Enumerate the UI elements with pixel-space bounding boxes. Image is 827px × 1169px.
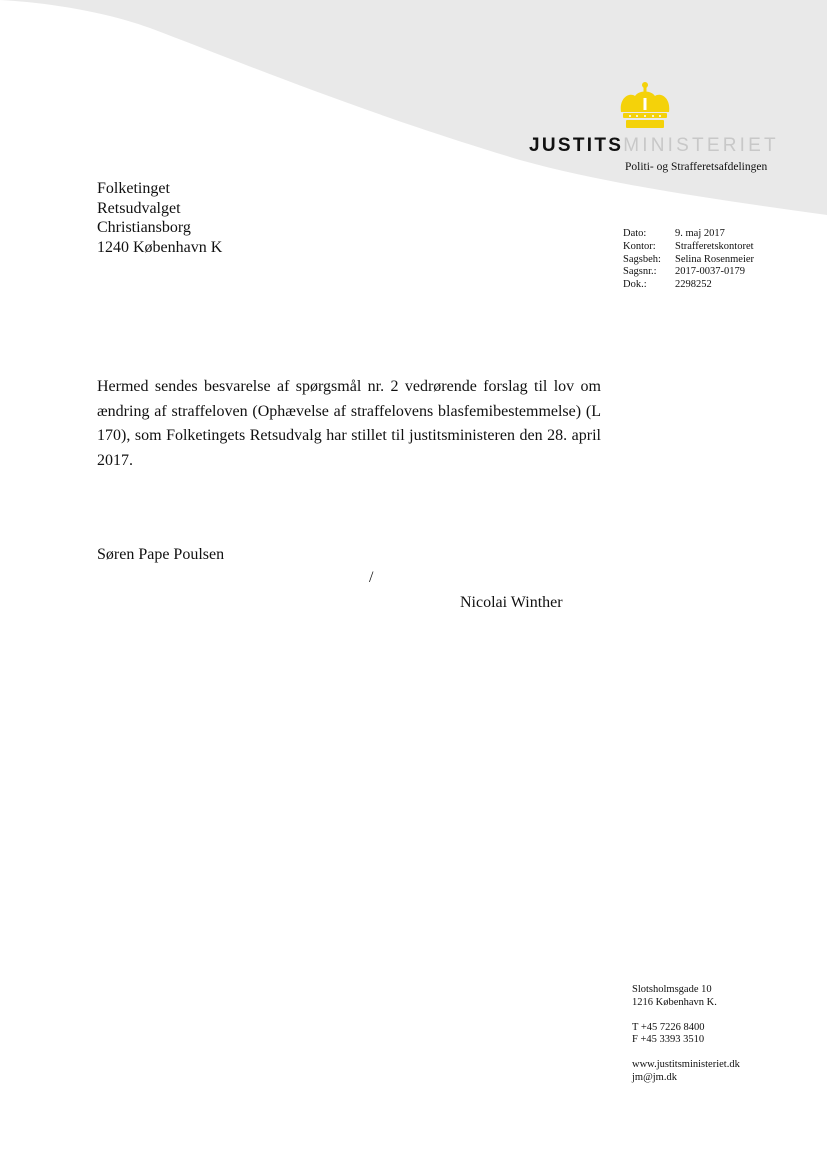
meta-label: Dok.: [623, 279, 647, 291]
meta-label: Kontor: [623, 240, 656, 252]
crown-icon [617, 82, 673, 130]
case-metadata [623, 228, 754, 292]
meta-label: Sagsbeh: [623, 253, 661, 265]
meta-label: Sagsnr.: [623, 266, 657, 278]
footer-phone: T +45 7226 8400 [632, 1021, 705, 1033]
meta-row-document [623, 279, 754, 292]
recipient-line: Retsudvalget [97, 199, 181, 217]
meta-label: Dato: [623, 228, 647, 239]
recipient-address [97, 179, 222, 257]
signature-separator: / [369, 569, 374, 586]
footer-address-city: 1216 København K. [632, 996, 717, 1008]
meta-value: 2298252 [675, 279, 712, 291]
signature-minister: Søren Pape Poulsen [97, 546, 225, 563]
footer-website-link[interactable]: www.justitsministeriet.dk [632, 1059, 740, 1071]
ministry-logo [529, 134, 779, 158]
meta-row-office [623, 241, 754, 254]
recipient-line: Folketinget [97, 180, 170, 197]
meta-value: Strafferetskontoret [675, 240, 754, 252]
meta-row-handler [623, 254, 754, 267]
meta-row-date [623, 228, 754, 241]
meta-value: Selina Rosenmeier [675, 253, 755, 265]
letter-body: Hermed sendes besvarelse af spørgsmål nr. 2 vedrørende forslag til lov om ændring af straffeloven (Ophævelse af straffelovens blasfemibestemmelse) (L 170), som Folketingets Retsudvalg har stillet til justitsministeren den 28. april 2017. [97, 378, 601, 469]
recipient-line: Christiansborg [97, 219, 191, 237]
meta-value: 2017-0037-0179 [675, 266, 745, 278]
footer-contact [632, 984, 740, 1085]
logo-light-text: MINISTERIET [623, 135, 779, 156]
footer-email-link[interactable]: jm@jm.dk [632, 1071, 677, 1083]
department-name: Politi- og Strafferetsafdelingen [625, 161, 768, 173]
footer-address-street: Slotsholmsgade 10 [632, 984, 712, 995]
logo-bold-text: JUSTITS [529, 135, 624, 156]
meta-value: 9. maj 2017 [675, 228, 725, 239]
signature-official: Nicolai Winther [460, 594, 563, 611]
meta-row-case-number [623, 266, 754, 279]
recipient-line: 1240 København K [97, 238, 223, 256]
footer-fax: F +45 3393 3510 [632, 1034, 705, 1046]
